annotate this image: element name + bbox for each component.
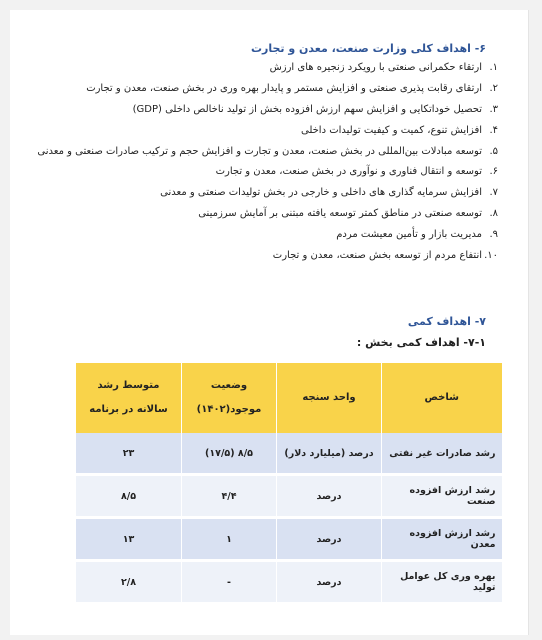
cell-status: -	[182, 561, 277, 604]
quantitative-goals-table	[75, 363, 502, 605]
list-number: ۸.	[489, 208, 498, 220]
cell-indicator: رشد صادرات غیر نفتی	[382, 433, 502, 475]
list-number: ۴.	[489, 124, 498, 136]
list-text: توسعه و انتقال فناوری و نوآوری در بخش صنعت، معدن و تجارت	[215, 166, 482, 178]
list-item	[28, 121, 498, 142]
cell-average-growth: ۲۳	[76, 433, 182, 475]
list-text: افزایش تنوع، کمیت و کیفیت تولیدات داخلی	[300, 124, 482, 136]
header-indicator: شاخص	[382, 363, 502, 433]
list-item	[28, 142, 498, 163]
header-average-growth: متوسط رشد سالانه در برنامه	[76, 363, 182, 433]
cell-indicator: رشد ارزش افزوده معدن	[382, 518, 502, 561]
list-item	[28, 183, 498, 204]
list-number: ۵.	[489, 145, 498, 157]
list-number: ۱.	[489, 62, 498, 73]
section-7-heading: ۷- اهداف کمی	[407, 315, 486, 328]
cell-unit: درصد	[277, 518, 382, 561]
list-number: ۹.	[489, 229, 498, 241]
table-header-row	[76, 363, 502, 433]
cell-status: ۱	[182, 518, 277, 561]
section-6-heading: ۶- اهداف کلی وزارت صنعت، معدن و تجارت	[250, 42, 486, 55]
cell-average-growth: ۲/۸	[76, 561, 182, 604]
list-number: ۳.	[489, 103, 498, 115]
list-text: ارتقای رقابت پذیری صنعتی و افزایش مستمر و پایدار بهره وری در بخش صنعت، معدن و تجارت	[86, 82, 482, 94]
cell-indicator: رشد ارزش افزوده صنعت	[382, 475, 502, 518]
list-text: ارتقاء حکمرانی صنعتی با رویکرد زنجیره های ارزش	[269, 62, 482, 73]
list-text: توسعه صنعتی در مناطق کمتر توسعه یافته مبتنی بر آمایش سرزمینی	[198, 208, 482, 220]
section-7-1-heading: ۷-۱- اهداف کمی بخش :	[356, 336, 486, 349]
list-item	[28, 225, 498, 246]
list-text: افزایش سرمایه گذاری های داخلی و خارجی در بخش تولیدات صنعتی و معدنی	[160, 187, 482, 199]
list-text: توسعه مبادلات بین‌المللی در بخش صنعت، معدن و تجارت و افزایش حجم و ترکیب صادرات صنعتی و معدنی	[37, 145, 482, 157]
header-status: وضعیت موجود(۱۴۰۲)	[182, 363, 277, 433]
table-row	[76, 561, 502, 604]
general-goals-list	[28, 58, 498, 267]
cell-unit: درصد (میلیارد دلار)	[277, 433, 382, 475]
list-item	[28, 204, 498, 225]
table-row	[76, 518, 502, 561]
cell-average-growth: ۸/۵	[76, 475, 182, 518]
list-text: انتفاع مردم از توسعه بخش صنعت، معدن و تجارت	[272, 250, 482, 262]
cell-average-growth: ۱۳	[76, 518, 182, 561]
cell-indicator: بهره وری کل عوامل تولید	[382, 561, 502, 604]
cell-unit: درصد	[277, 561, 382, 604]
table-row	[76, 433, 502, 475]
list-number: ۷.	[489, 187, 498, 199]
list-text: تحصیل خوداتکایی و افزایش سهم ارزش افزوده بخش از تولید ناخالص داخلی (GDP)	[132, 103, 482, 115]
list-item	[28, 100, 498, 121]
list-item	[28, 246, 498, 267]
list-item	[28, 79, 498, 100]
list-number: ۱۰.	[484, 250, 498, 262]
list-item	[28, 58, 498, 79]
cell-unit: درصد	[277, 475, 382, 518]
list-item	[28, 162, 498, 183]
cell-status: ۸/۵ (۱۷/۵)	[182, 433, 277, 475]
list-number: ۶.	[489, 166, 498, 178]
header-unit: واحد سنجه	[277, 363, 382, 433]
list-number: ۲.	[489, 82, 498, 94]
document-page	[10, 10, 529, 635]
cell-status: ۴/۴	[182, 475, 277, 518]
list-text: مدیریت بازار و تأمین معیشت مردم	[336, 229, 482, 241]
table-row	[76, 475, 502, 518]
